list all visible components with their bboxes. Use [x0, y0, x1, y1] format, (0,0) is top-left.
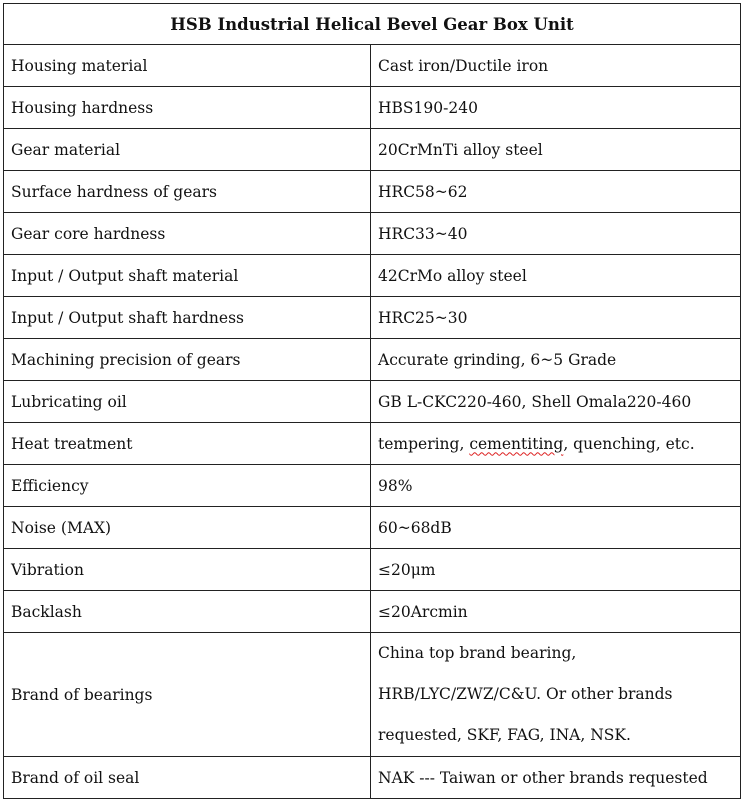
row-label: Input / Output shaft material [4, 255, 371, 297]
row-label: Machining precision of gears [4, 339, 371, 381]
table-row [4, 633, 741, 757]
row-label: Surface hardness of gears [4, 171, 371, 213]
table-row [4, 465, 741, 507]
row-value: HRC33~40 [371, 213, 741, 255]
row-value: ≤20Arcmin [371, 591, 741, 633]
spellcheck-flagged-word: cementiting [469, 434, 564, 453]
row-value: Cast iron/Ductile iron [371, 45, 741, 87]
row-value [371, 423, 741, 465]
row-label: Heat treatment [4, 423, 371, 465]
row-label: Brand of oil seal [4, 757, 371, 799]
row-label: Housing material [4, 45, 371, 87]
row-label: Housing hardness [4, 87, 371, 129]
row-value: GB L-CKC220-460, Shell Omala220-460 [371, 381, 741, 423]
row-value: NAK --- Taiwan or other brands requested [371, 757, 741, 799]
row-label: Lubricating oil [4, 381, 371, 423]
table-title-row [4, 4, 741, 45]
row-value: 20CrMnTi alloy steel [371, 129, 741, 171]
row-value [371, 633, 741, 757]
table-row [4, 129, 741, 171]
table-row [4, 339, 741, 381]
row-value: HBS190-240 [371, 87, 741, 129]
table-row [4, 507, 741, 549]
row-label: Noise (MAX) [4, 507, 371, 549]
row-value: 42CrMo alloy steel [371, 255, 741, 297]
table-row [4, 255, 741, 297]
table-row [4, 423, 741, 465]
row-value: Accurate grinding, 6~5 Grade [371, 339, 741, 381]
value-line: requested, SKF, FAG, INA, NSK. [378, 726, 631, 744]
table-row [4, 297, 741, 339]
row-value: 98% [371, 465, 741, 507]
table-row [4, 757, 741, 799]
row-label: Backlash [4, 591, 371, 633]
row-value: 60~68dB [371, 507, 741, 549]
row-label: Vibration [4, 549, 371, 591]
row-value: HRC58~62 [371, 171, 741, 213]
table-row [4, 213, 741, 255]
spec-table [3, 3, 741, 799]
table-title: HSB Industrial Helical Bevel Gear Box Unit [4, 4, 741, 45]
table-row [4, 591, 741, 633]
value-part: tempering, [378, 434, 470, 453]
table-row [4, 45, 741, 87]
row-label: Brand of bearings [4, 633, 371, 757]
value-line: China top brand bearing, [378, 644, 577, 662]
row-label: Input / Output shaft hardness [4, 297, 371, 339]
value-part: , quenching, etc. [563, 434, 695, 453]
row-label: Efficiency [4, 465, 371, 507]
row-value: HRC25~30 [371, 297, 741, 339]
row-label: Gear core hardness [4, 213, 371, 255]
table-row [4, 549, 741, 591]
value-line: HRB/LYC/ZWZ/C&U. Or other brands [378, 685, 673, 703]
row-value: ≤20μm [371, 549, 741, 591]
table-row [4, 87, 741, 129]
table-row [4, 381, 741, 423]
table-row [4, 171, 741, 213]
row-label: Gear material [4, 129, 371, 171]
